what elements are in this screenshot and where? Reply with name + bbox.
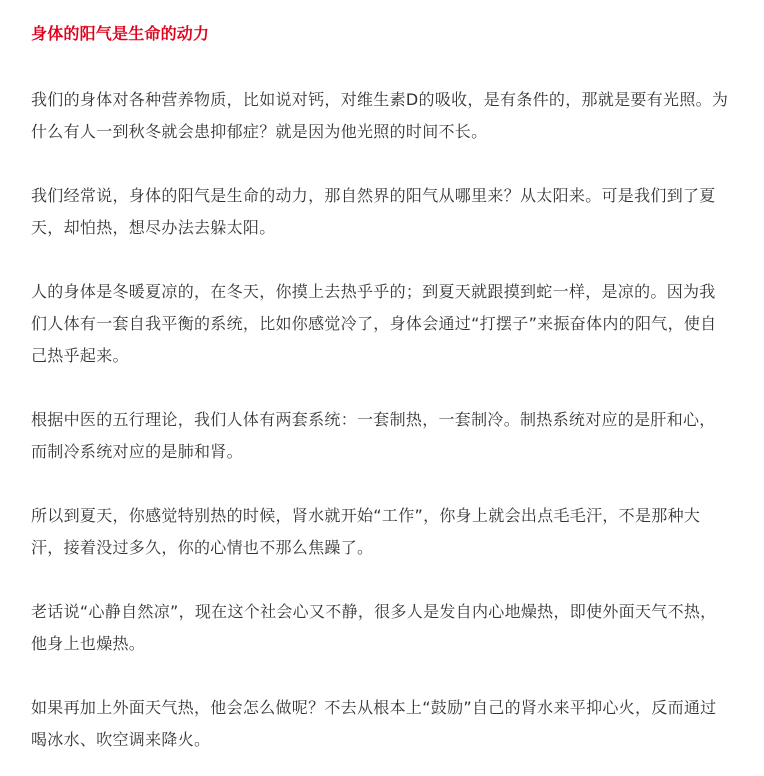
paragraph-3: 人的身体是冬暖夏凉的，在冬天，你摸上去热乎乎的；到夏天就跟摸到蛇一样，是凉的。因为我们人体有一套自我平衡的系统，比如你感觉冷了，身体会通过“打摆子”来振奋体内的阳气，使自己热乎起来。 [31,282,717,365]
paragraph-4: 根据中医的五行理论，我们人体有两套系统：一套制热，一套制冷。制热系统对应的是肝和心，而制冷系统对应的是肺和肾。 [31,410,716,461]
article-title: 身体的阳气是生命的动力 [31,24,210,43]
paragraph-1: 我们的身体对各种营养物质，比如说对钙，对维生素D的吸收，是有条件的，那就是要有光照。为什么有人一到秋冬就会患抑郁症？就是因为他光照的时间不长。 [31,90,729,141]
paragraph-6: 老话说“心静自然凉”，现在这个社会心又不静，很多人是发自内心地燥热，即使外面天气不热，他身上也燥热。 [31,602,717,653]
paragraph-7: 如果再加上外面天气热，他会怎么做呢？不去从根本上“鼓励”自己的肾水来平抑心火，反而通过喝冰水、吹空调来降火。 [31,698,717,749]
paragraph-2: 我们经常说，身体的阳气是生命的动力，那自然界的阳气从哪里来？从太阳来。可是我们到了夏天，却怕热，想尽办法去躲太阳。 [31,186,716,237]
paragraph-5: 所以到夏天，你感觉特别热的时候，肾水就开始“工作”，你身上就会出点毛毛汗，不是那种大汗，接着没过多久，你的心情也不那么焦躁了。 [31,506,701,557]
